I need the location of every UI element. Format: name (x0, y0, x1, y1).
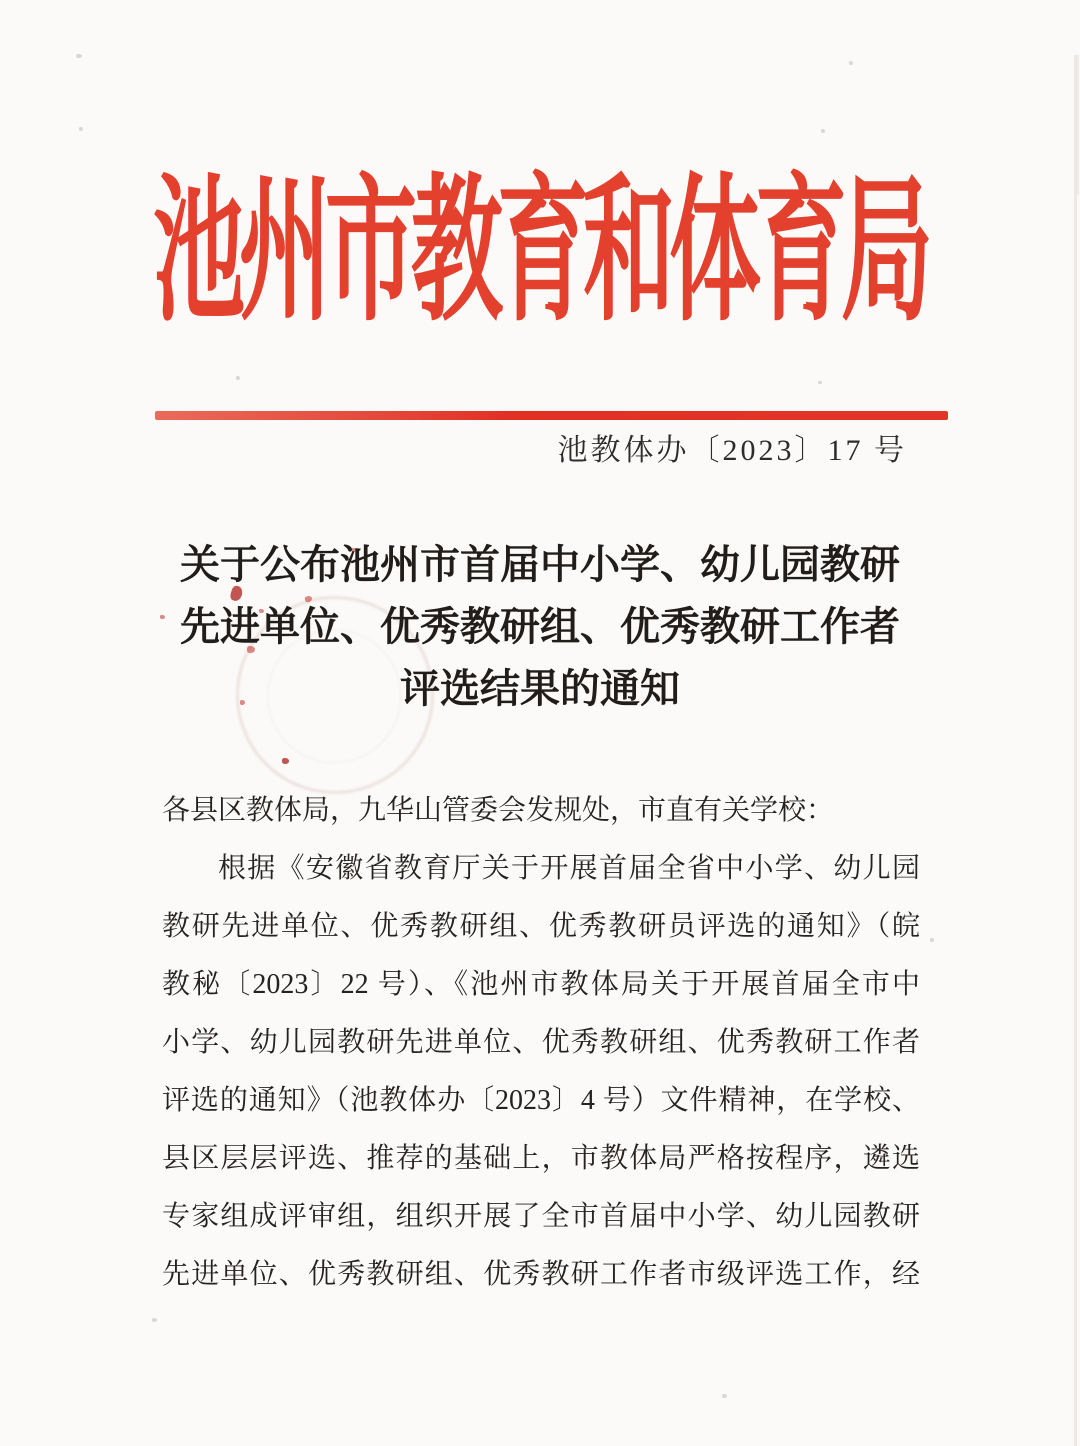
title-line: 关于公布池州市首届中小学、幼儿园教研 (180, 542, 900, 587)
letterhead-red-divider (155, 411, 948, 420)
scan-speck (821, 129, 825, 133)
title-line: 先进单位、优秀教研组、优秀教研工作者 (180, 604, 900, 649)
page-edge-shadow (1077, 55, 1079, 195)
body-line: 专家组成评审组，组织开展了全市首届中小学、幼儿园教研 (162, 1201, 920, 1232)
body-line: 先进单位、优秀教研组、优秀教研工作者市级评选工作，经 (162, 1259, 920, 1290)
letterhead-org-name: 池州市教育和体育局 (152, 164, 927, 340)
body-line: 评选的通知》（池教体办〔2023〕4 号）文件精神，在学校、 (162, 1085, 920, 1116)
body-line: 小学、幼儿园教研先进单位、优秀教研组、优秀教研工作者 (162, 1027, 920, 1058)
body-line-salutation: 各县区教体局，九华山管委会发规处，市直有关学校： (162, 795, 835, 826)
scan-speck (152, 1318, 157, 1322)
doc-title (90, 534, 990, 720)
body-line: 教秘〔2023〕22 号）、《池州市教体局关于开展首届全市中 (162, 969, 920, 1000)
stamp-speck (282, 758, 289, 764)
doc-number: 池教体办〔2023〕17 号 (557, 434, 907, 467)
body-line: 县区层层评选、推荐的基础上，市教体局严格按程序，遴选 (162, 1143, 920, 1174)
title-line: 评选结果的通知 (400, 666, 680, 711)
page-edge-shadow (1074, 55, 1077, 1446)
scan-speck (76, 54, 82, 58)
body-line: 根据《安徽省教育厅关于开展首届全省中小学、幼儿园 (218, 853, 920, 884)
scan-speck (79, 127, 83, 131)
document-body (162, 782, 920, 1304)
scan-speck (930, 938, 934, 942)
scan-speck (236, 376, 240, 380)
body-line: 教研先进单位、优秀教研组、优秀教研员评选的通知》（皖 (162, 911, 920, 942)
scan-speck (722, 1394, 727, 1398)
scan-speck (818, 381, 822, 384)
scan-speck (849, 61, 853, 65)
